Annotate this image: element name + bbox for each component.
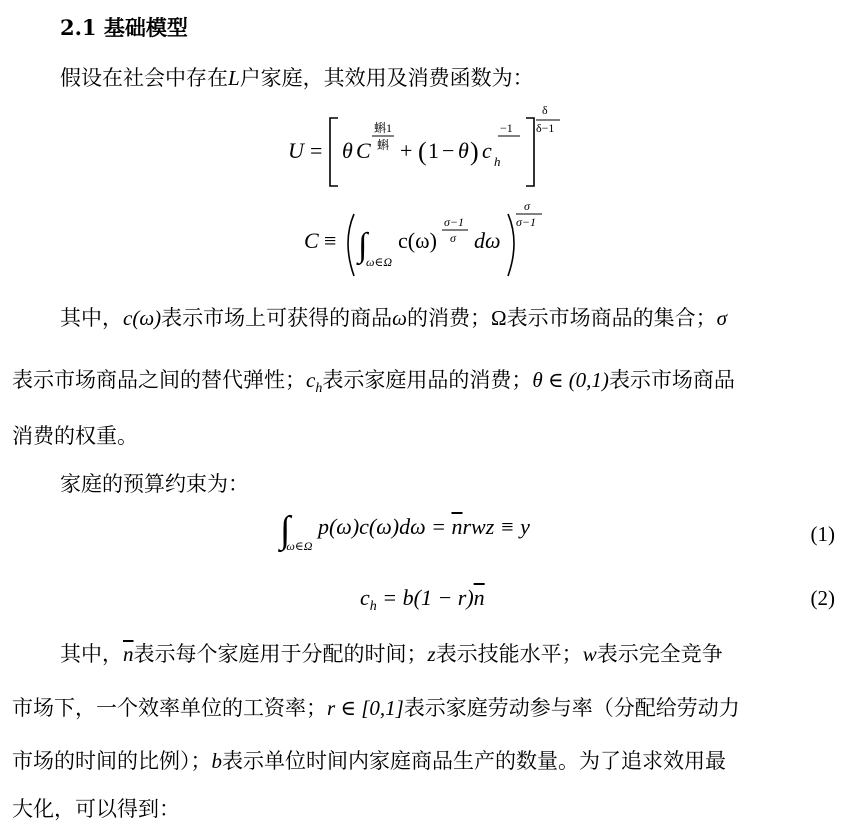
svg-text:σ: σ [524, 199, 530, 213]
svg-text:σ: σ [450, 231, 456, 245]
variables-line-4: 大化，可以得到： [12, 797, 180, 821]
section-title: 2.1 基础模型 [60, 15, 188, 40]
svg-text:c: c [482, 138, 492, 163]
variables-line-2: 市场下，一个效率单位的工资率；r ∈ [0,1]表示家庭劳动参与率（分配给劳动力 [12, 696, 740, 720]
svg-text:≡: ≡ [324, 228, 337, 253]
variables-line-1: 其中，$\overline{n}$表示每个家庭用于分配的时间；z表示技能水平；w表示完全竞争 [60, 642, 723, 666]
svg-text:1: 1 [428, 138, 439, 163]
svg-text:h: h [494, 154, 501, 169]
svg-text:蝌1: 蝌1 [374, 121, 393, 135]
equation-number-1: (1) [810, 522, 835, 546]
definitions-line-3: 消费的权重。 [12, 424, 138, 448]
svg-text:−: − [442, 138, 455, 163]
svg-text:): ) [470, 137, 479, 166]
svg-text:+: + [400, 138, 413, 163]
budget-equation: $\int_{\omega\in\Omega}$ $p(\omega)c(\omega)d\omega = \overline{n}rwz \equiv y$ [280, 509, 530, 553]
svg-text:θ: θ [458, 138, 469, 163]
budget-intro: 家庭的预算约束为： [60, 472, 249, 496]
svg-text:(: ( [418, 137, 427, 166]
variables-line-3: 市场的时间的比例）；b表示单位时间内家庭商品生产的数量。为了追求效用最 [12, 749, 726, 773]
definitions-line-1: 其中，c(ω)表示市场上可获得的商品ω的消费；Ω表示市场商品的集合；σ [60, 306, 727, 330]
svg-text:σ−1: σ−1 [516, 215, 537, 229]
equation-number-2: (2) [810, 586, 835, 610]
svg-text:θ: θ [342, 138, 353, 163]
svg-text:−1: −1 [500, 121, 513, 135]
svg-text:U: U [288, 138, 304, 163]
svg-text:dω: dω [474, 228, 501, 253]
svg-text:σ−1: σ−1 [444, 215, 465, 229]
svg-text:ω∈Ω: ω∈Ω [366, 255, 393, 269]
consumption-equation [298, 198, 558, 288]
svg-text:C: C [356, 138, 371, 163]
home-goods-equation: $c_h = b(1 - r)\overline{n}$ [360, 585, 485, 614]
integrand: c(ω) [398, 228, 437, 253]
svg-text:∫: ∫ [358, 227, 368, 264]
definitions-line-2: 表示市场商品之间的替代弹性；$c_h$表示家庭用品的消费；θ ∈ (0,1)表示市场商品 [12, 368, 735, 396]
svg-text:=: = [310, 138, 323, 163]
svg-text:δ−1: δ−1 [536, 121, 555, 135]
svg-text:δ: δ [542, 103, 548, 117]
intro-paragraph: 假设在社会中存在L户家庭，其效用及消费函数为： [60, 66, 534, 90]
utility-equation [270, 100, 590, 195]
svg-text:蝌: 蝌 [377, 138, 390, 152]
svg-text:C: C [304, 228, 319, 253]
